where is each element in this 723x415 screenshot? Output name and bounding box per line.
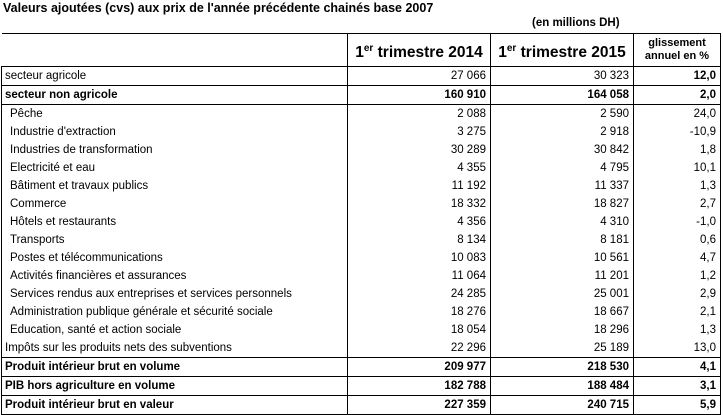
table-row [2, 141, 721, 159]
value-2015: 30 842 [491, 141, 634, 159]
table-row [2, 231, 721, 249]
value-2014: 182 788 [348, 377, 491, 396]
value-2015: 188 484 [491, 377, 634, 396]
value-2014: 11 192 [348, 177, 491, 195]
table-row [2, 303, 721, 321]
value-glissement: -1,0 [634, 213, 721, 231]
value-2015: 2 918 [491, 123, 634, 141]
table-row [2, 396, 721, 415]
value-2015: 25 001 [491, 285, 634, 303]
table-row [2, 339, 721, 358]
row-label: secteur non agricole [2, 86, 348, 105]
table-row [2, 159, 721, 177]
table-row [2, 213, 721, 231]
value-2015: 18 296 [491, 321, 634, 339]
value-2015: 2 590 [491, 105, 634, 124]
value-2014: 209 977 [348, 358, 491, 377]
table-row [2, 249, 721, 267]
value-2014: 3 275 [348, 123, 491, 141]
value-glissement: 2,1 [634, 303, 721, 321]
value-glissement: -10,9 [634, 123, 721, 141]
value-glissement: 2,7 [634, 195, 721, 213]
row-label: Bâtiment et travaux publics [2, 177, 348, 195]
value-2014: 8 134 [348, 231, 491, 249]
value-2014: 22 296 [348, 339, 491, 358]
table-title: Valeurs ajoutées (cvs) aux prix de l'année précédente chainés base 2007 [3, 1, 434, 15]
value-glissement: 5,9 [634, 396, 721, 415]
table-row [2, 195, 721, 213]
value-2014: 2 088 [348, 105, 491, 124]
value-glissement: 4,1 [634, 358, 721, 377]
row-label: Impôts sur les produits nets des subventions [2, 339, 348, 358]
row-label: Industries de transformation [2, 141, 348, 159]
column-header-2014: 1er trimestre 2014 [348, 34, 491, 67]
value-glissement: 1,8 [634, 141, 721, 159]
column-header-2015: 1er trimestre 2015 [491, 34, 634, 67]
header-row [2, 34, 721, 67]
table-row [2, 377, 721, 396]
row-label: Administration publique générale et sécurité sociale [2, 303, 348, 321]
value-2015: 240 715 [491, 396, 634, 415]
row-label: Activités financières et assurances [2, 267, 348, 285]
value-2014: 11 064 [348, 267, 491, 285]
value-2015: 4 795 [491, 159, 634, 177]
row-label: Electricité et eau [2, 159, 348, 177]
table-row [2, 358, 721, 377]
table-row [2, 86, 721, 105]
row-label: Produit intérieur brut en valeur [2, 396, 348, 415]
value-2014: 4 355 [348, 159, 491, 177]
row-label: Education, santé et action sociale [2, 321, 348, 339]
row-label: Produit intérieur brut en volume [2, 358, 348, 377]
row-label: Industrie d'extraction [2, 123, 348, 141]
value-glissement: 1,3 [634, 321, 721, 339]
value-2014: 18 332 [348, 195, 491, 213]
row-label: Pêche [2, 105, 348, 124]
column-header-glissement: glissement annuel en % [634, 34, 721, 67]
value-2015: 10 561 [491, 249, 634, 267]
value-2014: 27 066 [348, 67, 491, 86]
row-label: Commerce [2, 195, 348, 213]
value-glissement: 2,0 [634, 86, 721, 105]
table-row [2, 321, 721, 339]
value-glissement: 12,0 [634, 67, 721, 86]
row-label: PIB hors agriculture en volume [2, 377, 348, 396]
value-2014: 24 285 [348, 285, 491, 303]
table-row [2, 123, 721, 141]
header-corner [2, 34, 348, 67]
table-row [2, 267, 721, 285]
value-2014: 160 910 [348, 86, 491, 105]
value-2015: 218 530 [491, 358, 634, 377]
table-row [2, 285, 721, 303]
value-2015: 11 201 [491, 267, 634, 285]
value-glissement: 13,0 [634, 339, 721, 358]
value-2015: 25 189 [491, 339, 634, 358]
value-2015: 4 310 [491, 213, 634, 231]
value-glissement: 1,2 [634, 267, 721, 285]
value-added-table [1, 33, 721, 415]
table-row [2, 67, 721, 86]
value-2015: 164 058 [491, 86, 634, 105]
row-label: Transports [2, 231, 348, 249]
value-2014: 227 359 [348, 396, 491, 415]
value-2014: 18 276 [348, 303, 491, 321]
value-2014: 30 289 [348, 141, 491, 159]
value-glissement: 10,1 [634, 159, 721, 177]
value-2015: 18 827 [491, 195, 634, 213]
value-2014: 18 054 [348, 321, 491, 339]
value-2015: 11 337 [491, 177, 634, 195]
row-label: Services rendus aux entreprises et services personnels [2, 285, 348, 303]
row-label: Hôtels et restaurants [2, 213, 348, 231]
row-label: Postes et télécommunications [2, 249, 348, 267]
value-glissement: 4,7 [634, 249, 721, 267]
value-glissement: 24,0 [634, 105, 721, 124]
row-label: secteur agricole [2, 67, 348, 86]
value-glissement: 2,9 [634, 285, 721, 303]
value-2014: 4 356 [348, 213, 491, 231]
value-glissement: 1,3 [634, 177, 721, 195]
value-2015: 30 323 [491, 67, 634, 86]
units-note: (en millions DH) [532, 17, 620, 29]
value-2015: 8 181 [491, 231, 634, 249]
value-glissement: 3,1 [634, 377, 721, 396]
table-row [2, 105, 721, 124]
table-row [2, 177, 721, 195]
value-2015: 18 667 [491, 303, 634, 321]
value-2014: 10 083 [348, 249, 491, 267]
value-glissement: 0,6 [634, 231, 721, 249]
